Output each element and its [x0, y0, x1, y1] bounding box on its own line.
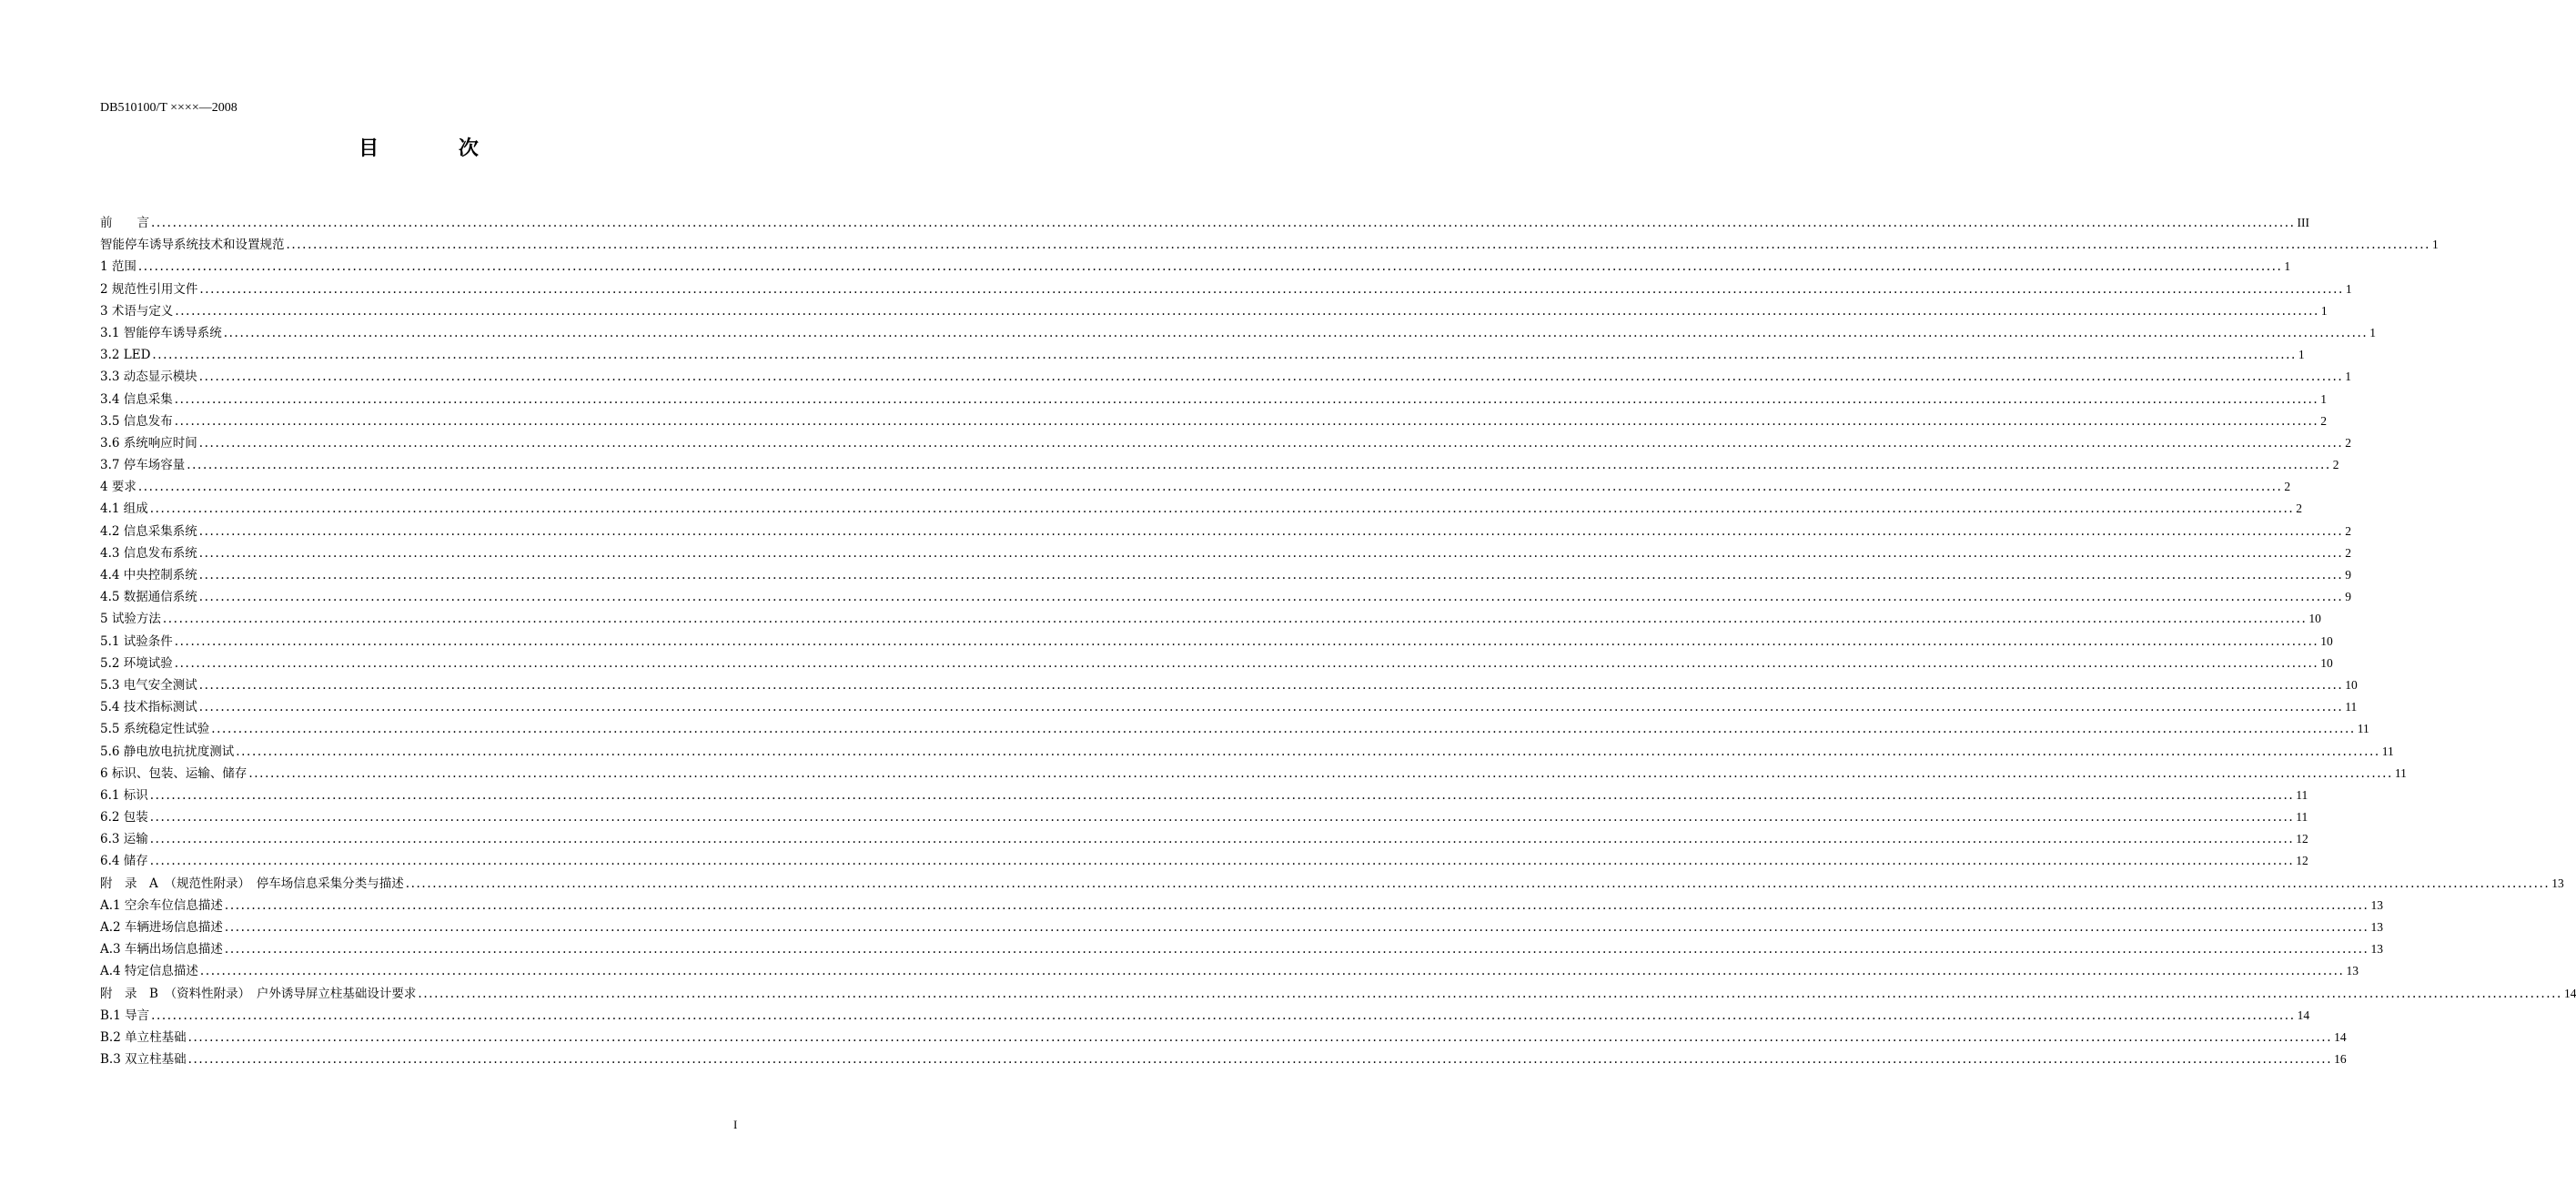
toc-entry-label: 4.1 组成	[100, 501, 148, 517]
toc-entry-label: 4.4 中央控制系统	[100, 568, 197, 582]
toc-entry-page: 10	[2308, 612, 2321, 626]
toc-entry[interactable]	[100, 322, 2377, 344]
toc-entry[interactable]	[100, 279, 2352, 300]
toc-entry-page: 16	[2334, 1052, 2347, 1067]
toc-entry-page: 10	[2320, 633, 2333, 648]
toc-leader-dots: ................................................................................................................................................................................................................................................................................................................................................................................................................	[174, 633, 2319, 649]
toc-leader-dots: ................................................................................................................................................................................................................................................................................................................................................................................................................	[248, 765, 2393, 781]
toc-entry[interactable]	[100, 212, 2310, 234]
toc-entry-label: 5.4 技术指标测试	[100, 700, 197, 715]
toc-entry-page: 2	[2345, 435, 2352, 450]
toc-leader-dots: ................................................................................................................................................................................................................................................................................................................................................................................................................	[224, 897, 2369, 913]
toc-leader-dots: ................................................................................................................................................................................................................................................................................................................................................................................................................	[211, 722, 2356, 737]
toc-leader-dots: ................................................................................................................................................................................................................................................................................................................................................................................................................	[174, 391, 2319, 407]
toc-entry-page: 2	[2284, 480, 2291, 494]
toc-entry[interactable]	[100, 454, 2339, 476]
toc-entry-label: A.4 特定信息描述	[100, 964, 198, 979]
toc-entry-page: III	[2297, 216, 2310, 229]
toc-leader-dots: ................................................................................................................................................................................................................................................................................................................................................................................................................	[137, 480, 2283, 495]
toc-leader-dots: ................................................................................................................................................................................................................................................................................................................................................................................................................	[199, 281, 2344, 297]
toc-leader-dots: ................................................................................................................................................................................................................................................................................................................................................................................................................	[149, 501, 2295, 517]
toc-entry-page: 1	[2345, 370, 2352, 384]
toc-leader-dots: ................................................................................................................................................................................................................................................................................................................................................................................................................	[224, 920, 2369, 935]
toc-entry-label: 3.1 智能停车诱导系统	[100, 325, 222, 340]
toc-entry-page: 1	[2432, 238, 2439, 252]
toc-entry-label: 3.5 信息发布	[100, 413, 173, 429]
toc-entry[interactable]	[100, 366, 2352, 388]
toc-leader-dots: ................................................................................................................................................................................................................................................................................................................................................................................................................	[149, 810, 2295, 825]
toc-entry-page: 13	[2551, 876, 2564, 890]
toc-entry[interactable]	[100, 608, 2321, 630]
document-code: DB510100/T ××××—2008	[100, 101, 237, 115]
toc-entry[interactable]	[100, 521, 2352, 542]
toc-entry-page: 14	[2297, 1008, 2310, 1022]
toc-leader-dots: ................................................................................................................................................................................................................................................................................................................................................................................................................	[198, 545, 2344, 561]
toc-entry[interactable]	[100, 983, 2576, 1005]
toc-entry-label: 4.5 数据通信系统	[100, 590, 197, 605]
toc-leader-dots: ................................................................................................................................................................................................................................................................................................................................................................................................................	[151, 216, 2296, 230]
toc-entry[interactable]	[100, 389, 2328, 410]
toc-entry[interactable]	[100, 476, 2291, 498]
toc-leader-dots: ................................................................................................................................................................................................................................................................................................................................................................................................................	[198, 700, 2344, 715]
toc-entry-label: 3.3 动态显示模块	[100, 370, 197, 385]
toc-entry-label: 6.2 包装	[100, 810, 148, 825]
toc-entry-page: 1	[2298, 348, 2305, 362]
toc-entry-label: 3.4 信息采集	[100, 391, 173, 407]
toc-entry-label: 5.2 环境试验	[100, 655, 173, 671]
toc-entry-page: 13	[2370, 942, 2383, 957]
toc-entry-page: 11	[2381, 744, 2394, 758]
toc-leader-dots: ................................................................................................................................................................................................................................................................................................................................................................................................................	[175, 303, 2319, 319]
toc-entry[interactable]	[100, 696, 2358, 718]
toc-entry-label: 2 规范性引用文件	[100, 281, 198, 297]
toc-entry-label: 前 言	[100, 216, 149, 230]
toc-entry-label: 5.3 电气安全测试	[100, 677, 197, 693]
toc-entry-label: B.2 单立柱基础	[100, 1029, 187, 1045]
toc-entry-label: 6.4 储存	[100, 854, 148, 869]
toc-leader-dots: ................................................................................................................................................................................................................................................................................................................................................................................................................	[418, 986, 2562, 1001]
toc-entry-page: 9	[2345, 590, 2352, 604]
toc-entry-label: A.3 车辆出场信息描述	[100, 942, 223, 957]
toc-entry-page: 10	[2320, 655, 2333, 670]
toc-entry[interactable]	[100, 718, 2369, 740]
toc-entry[interactable]	[100, 806, 2308, 828]
toc-entry-label: B.1 导言	[100, 1008, 150, 1023]
toc-entry-label: 4 要求	[100, 480, 136, 495]
page-number: I	[733, 1118, 738, 1131]
toc-entry[interactable]	[100, 300, 2328, 322]
toc-entry[interactable]	[100, 828, 2308, 850]
toc-entry-label: 6.3 运输	[100, 832, 148, 847]
toc-leader-dots: ................................................................................................................................................................................................................................................................................................................................................................................................................	[223, 325, 2369, 340]
toc-entry-page: 1	[2284, 259, 2291, 274]
toc-entry-page: 12	[2296, 832, 2308, 846]
toc-leader-dots: ................................................................................................................................................................................................................................................................................................................................................................................................................	[224, 942, 2369, 957]
toc-entry-label: 5.6 静电放电抗扰度测试	[100, 744, 235, 759]
toc-entry-page: 9	[2345, 568, 2352, 582]
toc-leader-dots: ................................................................................................................................................................................................................................................................................................................................................................................................................	[198, 677, 2344, 693]
toc-leader-dots: ................................................................................................................................................................................................................................................................................................................................................................................................................	[149, 854, 2295, 869]
toc-leader-dots: ................................................................................................................................................................................................................................................................................................................................................................................................................	[405, 876, 2551, 891]
toc-entry-page: 2	[2320, 413, 2328, 428]
toc-leader-dots: ................................................................................................................................................................................................................................................................................................................................................................................................................	[162, 612, 2308, 627]
toc-leader-dots: ................................................................................................................................................................................................................................................................................................................................................................................................................	[174, 655, 2319, 671]
toc-entry[interactable]	[100, 498, 2303, 520]
toc-entry-page: 10	[2345, 677, 2358, 692]
toc-entry-page: 13	[2370, 920, 2383, 934]
toc-entry-page: 13	[2370, 897, 2383, 912]
toc-entry-page: 1	[2345, 281, 2352, 296]
toc-entry-page: 11	[2296, 787, 2308, 802]
toc-entry-page: 11	[2394, 765, 2407, 780]
toc-entry-page: 12	[2296, 854, 2308, 868]
toc-entry[interactable]	[100, 1027, 2347, 1048]
toc-entry-page: 1	[2320, 303, 2328, 318]
toc-leader-dots: ................................................................................................................................................................................................................................................................................................................................................................................................................	[152, 348, 2297, 363]
toc-entry[interactable]	[100, 256, 2291, 278]
toc-entry[interactable]	[100, 631, 2333, 653]
toc-entry[interactable]	[100, 674, 2358, 696]
toc-entry-page: 11	[2357, 722, 2369, 736]
toc-entry-label: 3 术语与定义	[100, 303, 174, 319]
toc-entry-page: 2	[2296, 501, 2303, 516]
toc-entry-label: 6.1 标识	[100, 787, 148, 803]
toc-entry[interactable]	[100, 344, 2305, 366]
toc-entry-label: 附 录 B （资料性附录） 户外诱导屏立柱基础设计要求	[100, 986, 417, 1001]
toc-entry-label: 4.2 信息采集系统	[100, 523, 197, 539]
toc-entry-page: 1	[2320, 391, 2328, 406]
toc-entry-label: 智能停车诱导系统技术和设置规范	[100, 238, 285, 253]
toc-entry[interactable]	[100, 960, 2359, 982]
toc-entry[interactable]	[100, 432, 2352, 454]
toc-entry[interactable]	[100, 895, 2383, 917]
toc-entry-label: A.1 空余车位信息描述	[100, 897, 223, 913]
toc-entry[interactable]	[100, 1005, 2310, 1027]
toc-entry-page: 2	[2345, 523, 2352, 538]
toc-leader-dots: ................................................................................................................................................................................................................................................................................................................................................................................................................	[137, 259, 2283, 275]
toc-entry-page: 13	[2346, 964, 2359, 978]
toc-leader-dots: ................................................................................................................................................................................................................................................................................................................................................................................................................	[198, 590, 2344, 605]
toc-entry-label: B.3 双立柱基础	[100, 1052, 187, 1068]
toc-entry-page: 14	[2563, 986, 2576, 1000]
toc-entry-label: 6 标识、包装、运输、储存	[100, 765, 247, 781]
toc-entry-page: 11	[2296, 810, 2308, 825]
toc-entry[interactable]	[100, 1048, 2347, 1070]
toc-leader-dots: ................................................................................................................................................................................................................................................................................................................................................................................................................	[198, 568, 2344, 582]
toc-entry[interactable]	[100, 542, 2352, 564]
toc-entry[interactable]	[100, 410, 2328, 432]
toc-entry[interactable]	[100, 873, 2564, 895]
toc-entry[interactable]	[100, 586, 2352, 608]
toc-entry-label: 5 试验方法	[100, 612, 161, 627]
toc-entry-label: 3.6 系统响应时间	[100, 435, 197, 451]
toc-leader-dots: ................................................................................................................................................................................................................................................................................................................................................................................................................	[198, 523, 2344, 539]
toc-leader-dots: ................................................................................................................................................................................................................................................................................................................................................................................................................	[187, 1052, 2333, 1068]
toc-leader-dots: ................................................................................................................................................................................................................................................................................................................................................................................................................	[174, 413, 2319, 429]
toc-entry-label: 5.5 系统稳定性试验	[100, 722, 210, 737]
toc-entry[interactable]	[100, 917, 2383, 938]
toc-leader-dots: ................................................................................................................................................................................................................................................................................................................................................................................................................	[286, 238, 2431, 253]
toc-entry[interactable]	[100, 763, 2407, 785]
toc-entry-label: 3.2 LED	[100, 348, 151, 363]
toc-entry[interactable]	[100, 234, 2439, 256]
toc-leader-dots: ................................................................................................................................................................................................................................................................................................................................................................................................................	[198, 370, 2344, 385]
toc-entry-page: 11	[2345, 700, 2358, 714]
toc-entry-label: A.2 车辆进场信息描述	[100, 920, 223, 935]
toc-leader-dots: ................................................................................................................................................................................................................................................................................................................................................................................................................	[236, 744, 2380, 759]
toc-leader-dots: ................................................................................................................................................................................................................................................................................................................................................................................................................	[187, 458, 2331, 473]
toc-entry-label: 1 范围	[100, 259, 136, 275]
toc-leader-dots: ................................................................................................................................................................................................................................................................................................................................................................................................................	[149, 832, 2295, 847]
toc-entry[interactable]	[100, 938, 2383, 960]
toc-entry[interactable]	[100, 785, 2308, 806]
toc-entry-label: 3.7 停车场容量	[100, 458, 186, 473]
toc-entry-page: 1	[2369, 325, 2377, 339]
toc-leader-dots: ................................................................................................................................................................................................................................................................................................................................................................................................................	[199, 964, 2345, 979]
toc-entry-page: 2	[2345, 545, 2352, 560]
toc-entry-label: 4.3 信息发布系统	[100, 545, 197, 561]
toc-entry-label: 附 录 A （规范性附录） 停车场信息采集分类与描述	[100, 876, 404, 891]
page-title: 目 次	[359, 137, 515, 160]
toc-entry-label: 5.1 试验条件	[100, 633, 173, 649]
toc-leader-dots: ................................................................................................................................................................................................................................................................................................................................................................................................................	[149, 787, 2295, 803]
toc-entry-page: 14	[2334, 1029, 2347, 1044]
toc-entry[interactable]	[100, 741, 2394, 763]
toc-leader-dots: ................................................................................................................................................................................................................................................................................................................................................................................................................	[187, 1029, 2333, 1045]
toc-leader-dots: ................................................................................................................................................................................................................................................................................................................................................................................................................	[198, 435, 2344, 451]
table-of-contents	[100, 212, 2576, 1070]
toc-entry-page: 2	[2332, 458, 2339, 472]
toc-entry[interactable]	[100, 850, 2308, 872]
toc-entry[interactable]	[100, 564, 2352, 586]
toc-entry[interactable]	[100, 653, 2333, 674]
toc-leader-dots: ................................................................................................................................................................................................................................................................................................................................................................................................................	[151, 1008, 2296, 1023]
